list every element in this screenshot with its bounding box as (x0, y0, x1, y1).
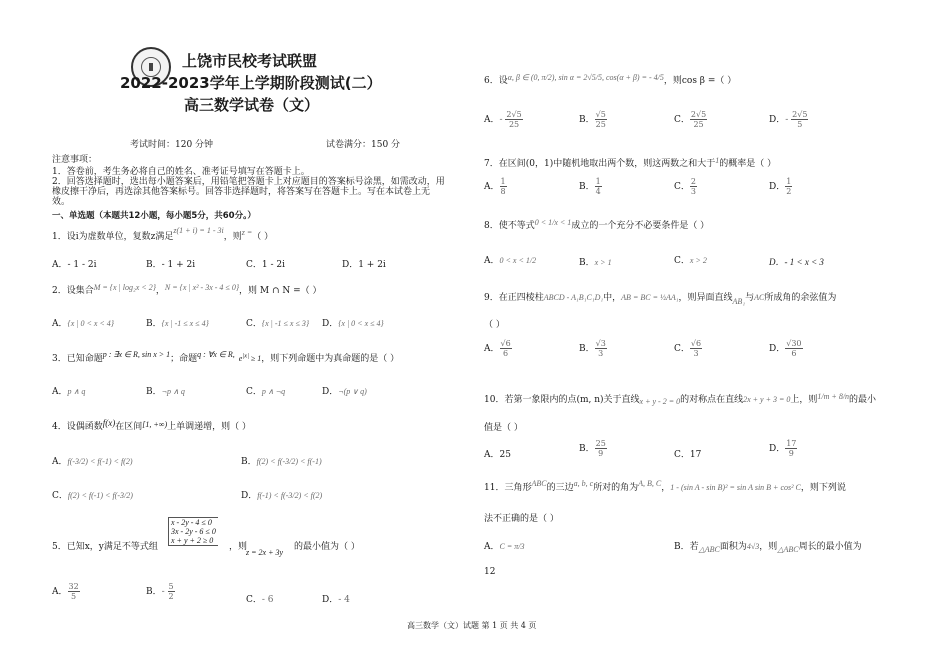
q4-option-b: B．f(2) < f(-3/2) < f(-1) (241, 457, 322, 467)
title-term: 2022-2023学年上学期阶段测试(二） (120, 74, 382, 92)
q11-option-b-text-e: ，则 (759, 542, 778, 552)
q8-inequality: 0 < 1/x < 1 (534, 218, 572, 227)
q8-text-a: 8．使不等式 (484, 221, 535, 231)
q9-text-b: 中， (603, 293, 622, 303)
q3-option-b-value: ¬p ∧ q (161, 387, 185, 396)
q1-stem (52, 226, 274, 242)
q11-option-b-text-g: 周长的最小值为 (798, 542, 862, 552)
q7-option-a: A． $\frac{1}{8}$ (484, 177, 506, 196)
q11-equation: 1 - (sin A - sin B)² = sin A sin B + cos² C (670, 483, 801, 492)
q4-function: f(x) (102, 418, 116, 428)
q4-option-c-value: f(2) < f(-1) < f(-3/2) (67, 491, 133, 500)
q3-text-b: ；命题 (170, 354, 198, 364)
q9-option-b: B． $\frac{√3}{3}$ (579, 339, 606, 358)
q10-text-e: 值是（ ） (484, 423, 523, 433)
note-2-line3: 效。 (52, 197, 71, 207)
q3-exp (239, 354, 262, 363)
q4-option-d-value: f(-1) < f(-3/2) < f(2) (257, 491, 323, 500)
q10-text-c: 上，则 (790, 395, 818, 405)
q6-option-d-num: 2√5 (792, 110, 808, 119)
q8-option-a: A．0 < x < 1/2 (484, 256, 537, 266)
q9-text-c: ，则异面直线 (678, 293, 733, 303)
q1-option-d: D．1 + 2i (342, 260, 386, 270)
q10-stem (484, 392, 876, 405)
q6-option-d-den: 5 (797, 120, 803, 129)
q11-option-b-value: 12 (484, 567, 496, 577)
q6-stem (484, 73, 736, 86)
q2-set-n: N = {x | x² - 3x - 4 ≤ 0} (164, 283, 240, 292)
q11-text-e: ，则下列说 (800, 483, 846, 493)
q11-text-f: 法不正确的是（ ） (484, 514, 559, 524)
q3-option-d: D．¬(p ∨ q) (322, 387, 367, 397)
q2-option-d: D．{x | 0 < x ≤ 4} (322, 319, 384, 329)
q6-text-a: 6．设 (484, 76, 508, 86)
q9-option-c-den: 3 (693, 349, 699, 358)
q9-text-d: 与 (745, 293, 755, 303)
q7-option-c-den: 3 (690, 187, 696, 196)
q3-option-d-value: ¬(p ∨ q) (338, 387, 367, 396)
q4-text-b: 在区间 (115, 422, 143, 432)
q11-text-b: 的三边 (546, 483, 574, 493)
q3-exp-ge: ≥ 1 (248, 354, 262, 363)
q1-option-b: B．- 1 + 2i (146, 260, 196, 270)
q10-option-b-num: 25 (595, 439, 606, 448)
q6-option-d: D．- $\frac{2√5}{5}$ (769, 110, 808, 129)
q2-text-b: ，则 M ∩ N =（ ） (239, 286, 322, 296)
q4-text-a: 4．设偶函数 (52, 422, 103, 432)
q7-option-b: B． $\frac{1}{4}$ (579, 177, 601, 196)
q7-option-b-num: 1 (595, 177, 601, 186)
q2-option-b-value: {x | -1 ≤ x ≤ 4} (161, 319, 209, 328)
q9-text-e: 所成角的余弦值为 (764, 293, 837, 303)
q8-text-b: 成立的一个充分不必要条件是（ ） (571, 221, 710, 231)
q6-option-b-num: √5 (595, 110, 606, 119)
q11-text-d: ， (661, 483, 671, 493)
q10-expression: 1/m + 8/n (817, 392, 850, 401)
q10-option-b-den: 9 (598, 449, 604, 458)
q4-stem (52, 419, 251, 432)
q5-option-b-den: 2 (168, 592, 174, 601)
q10-text-a: 10．若第一象限内的点(m, n)关于直线 (484, 395, 640, 405)
q9-option-d: D． $\frac{√30}{6}$ (769, 339, 802, 358)
q6-option-b-den: 25 (595, 120, 606, 129)
q9-option-a-den: 6 (503, 349, 509, 358)
q5-option-c: C．- 6 (246, 595, 274, 605)
q5-option-a-den: 5 (71, 592, 77, 601)
q4-option-d: D．f(-1) < f(-3/2) < f(2) (241, 491, 323, 501)
q8-stem (484, 218, 709, 231)
q2-option-d-value: {x | 0 < x ≤ 4} (338, 319, 384, 328)
q8-option-a-value: 0 < x < 1/2 (499, 256, 537, 265)
q11-angles: A, B, C (638, 479, 662, 488)
q9-option-c: C． $\frac{√6}{3}$ (674, 339, 702, 358)
q5-option-b: B．- $\frac{5}{2}$ (146, 582, 174, 601)
full-score: 试卷满分：150 分 (326, 140, 401, 150)
q2-option-c: C．{x | -1 ≤ x ≤ 3} (246, 319, 310, 329)
q5-constraint-3: x + y + 2 ≥ 0 (171, 536, 214, 545)
q10-text-d: 的最小 (849, 395, 877, 405)
q11-text-a: 11．三角形 (484, 483, 532, 493)
q1-paren: （ ） (252, 232, 274, 242)
section-1-heading: 一、单选题（本题共12小题，每小题5分，共60分。） (52, 211, 256, 221)
q11-option-b-area: 4√3 (746, 542, 760, 551)
q9-option-d-num: √30 (786, 339, 802, 348)
q5-option-d-value: - 4 (338, 595, 350, 605)
q6-option-a: A．- $\frac{2√5}{25}$ (484, 110, 522, 129)
q2-set-m: M = {x | log₂x < 2} (93, 283, 156, 292)
note-2-line1: 2．回答选择题时，选出每小题答案后，用铅笔把答题卡上对应题目的答案标号涂黑，如需改动，用 (52, 177, 445, 187)
q10-option-a: A．25 (484, 450, 511, 460)
q5-constraint-1: x - 2y - 4 ≤ 0 (171, 518, 212, 527)
note-1: 1．答卷前，考生务必将自己的姓名、准考证号填写在答题卡上。 (52, 167, 310, 177)
note-2-line2: 橡皮擦干净后，再选涂其他答案标号。回答非选择题时，将答案写在答题卡上。写在本试卷上无 (52, 187, 431, 197)
q11-option-b-triangle-1: △ABC (698, 545, 720, 554)
q7-text-b: 的概率是（ ） (719, 159, 777, 169)
q11-option-b (674, 539, 862, 552)
q9-condition: AB = BC = ½AA₁ (621, 293, 679, 302)
q7-text-a: 7．在区间(0，1)中随机地取出两个数，则这两数之和大于 (484, 159, 716, 169)
q4-option-c: C．f(2) < f(-1) < f(-3/2) (52, 491, 133, 501)
q3-text-a: 3．已知命题 (52, 354, 103, 364)
q5-objective: z = 2x + 3y (246, 548, 284, 557)
q9-option-b-den: 3 (598, 349, 604, 358)
q7-option-d-den: 2 (786, 187, 792, 196)
q4-option-a-value: f(-3/2) < f(-1) < f(2) (67, 457, 133, 466)
q1-option-a: A．- 1 - 2i (52, 260, 97, 270)
q1-z: z = (241, 228, 253, 237)
q1-condition: z(1 + i) = 1 - 3i (173, 226, 224, 235)
q9-line-2: AC (754, 293, 765, 302)
q3-prop-q: q : ∀x ∈ R, (197, 350, 235, 359)
q6-option-a-num: 2√5 (506, 110, 522, 119)
q7-option-c: C． $\frac{2}{3}$ (674, 177, 696, 196)
title-union: 上饶市民校考试联盟 (182, 52, 318, 70)
q3-prop-p: p : ∃x ∈ R, sin x > 1 (102, 350, 171, 359)
q9-option-d-den: 6 (791, 349, 797, 358)
q11-text-c: 所对的角为 (593, 483, 639, 493)
q8-option-d: D．- 1 < x < 3 (769, 257, 824, 267)
q9-option-a-num: √6 (500, 339, 511, 348)
q9-option-a: A． $\frac{√6}{6}$ (484, 339, 511, 358)
page-footer: 高三数学（文）试题 第 1 页 共 4 页 (407, 621, 537, 630)
q10-option-d-den: 9 (788, 449, 794, 458)
q9-line-1: AB₁ (732, 297, 746, 306)
q9-option-b-num: √3 (595, 339, 606, 348)
q8-option-c-value: x > 2 (689, 256, 707, 265)
q4-option-a: A．f(-3/2) < f(-1) < f(2) (52, 457, 133, 467)
q3-option-c-value: p ∧ ¬q (261, 387, 286, 396)
q6-option-c: C． $\frac{2√5}{25}$ (674, 110, 707, 129)
q3-stem (52, 351, 399, 364)
q10-text-b: 的对称点在直线 (680, 395, 744, 405)
q11-sides: a, b, c (573, 479, 594, 488)
q1-text-a: 1．设i为虚数单位，复数z满足 (52, 232, 174, 242)
q10-option-d: D． $\frac{17}{9}$ (769, 439, 797, 458)
q5-option-d: D．- 4 (322, 595, 350, 605)
q6-option-b: B． $\frac{√5}{25}$ (579, 110, 606, 129)
q2-option-a-value: {x | 0 < x < 4} (67, 319, 114, 328)
q9-option-c-num: √6 (690, 339, 702, 348)
q11-option-a-value: C = π/3 (499, 542, 525, 551)
q10-line-1: x + y - 2 = 0 (639, 397, 681, 406)
q4-interval: [1, +∞) (142, 420, 168, 429)
q2-stem: 2．设集合M = {x | log₂x < 2}，N = {x | x² - 3x - 4 ≤ 0}，则 M ∩ N =（ ） (52, 283, 322, 296)
q4-option-b-value: f(2) < f(-3/2) < f(-1) (256, 457, 322, 466)
q2-text-a: 2．设集合 (52, 286, 94, 296)
q10-option-b: B． $\frac{25}{9}$ (579, 439, 606, 458)
q7-option-a-den: 8 (500, 187, 506, 196)
q3-option-c: C．p ∧ ¬q (246, 387, 286, 397)
q7-option-a-num: 1 (500, 177, 506, 186)
q2-option-a: A．{x | 0 < x < 4} (52, 319, 114, 329)
q5-text-c: 的最小值为（ ） (294, 542, 360, 552)
q2-option-b: B．{x | -1 ≤ x ≤ 4} (146, 319, 209, 329)
q5-system (168, 517, 218, 546)
q11-triangle: ABC (531, 479, 547, 488)
q3-exp-base: e (238, 354, 243, 363)
q5-text-b: ，则 (229, 542, 248, 552)
q7-stem (484, 156, 776, 169)
q11-option-b-text-c: 面积为 (719, 542, 747, 552)
q1-option-c: C．1 - 2i (246, 260, 285, 270)
q6-option-c-num: 2√5 (690, 110, 707, 119)
q5-option-a: A． $\frac{32}{5}$ (52, 582, 79, 601)
q5-constraint-2: 3x - 2y - 6 ≤ 0 (171, 527, 216, 536)
q5-option-c-value: - 6 (261, 595, 274, 605)
q3-option-a: A．p ∧ q (52, 387, 86, 397)
q6-option-c-den: 25 (693, 120, 704, 129)
q3-exp-power: |x| (242, 352, 249, 360)
q6-condition: α, β ∈ (0, π/2), sin α = 2√5/5, cos(α + β) = - 4/5 (507, 73, 664, 82)
q6-text-b: ，则cos β =（ ） (663, 76, 737, 86)
q9-stem (484, 290, 837, 306)
q8-option-b: B．x > 1 (579, 258, 612, 268)
q5-option-b-num: 5 (168, 582, 174, 591)
q11-option-b-text-a: B．若 (674, 542, 699, 552)
q7-one: 1 (715, 156, 720, 165)
q4-text-c: 上单调递增，则（ ） (167, 422, 252, 432)
q7-option-d-num: 1 (786, 177, 792, 186)
q3-option-a-value: p ∧ q (67, 387, 86, 396)
q8-option-c: C．x > 2 (674, 256, 707, 266)
q11-option-a: A．C = π/3 (484, 542, 525, 552)
q3-option-b: B．¬p ∧ q (146, 387, 185, 397)
title-subject: 高三数学试卷（文） (184, 96, 320, 114)
q2-option-c-value: {x | -1 ≤ x ≤ 3} (261, 319, 310, 328)
q10-option-c: C．17 (674, 450, 702, 460)
q6-option-a-den: 25 (508, 120, 520, 129)
q7-option-d: D． $\frac{1}{2}$ (769, 177, 792, 196)
q9-prism: ABCD - A₁B₁C₁D₁ (543, 293, 604, 302)
q1-text-b: ，则 (223, 232, 242, 242)
q11-option-b-triangle-2: △ABC (777, 545, 799, 554)
q7-option-b-den: 4 (595, 187, 601, 196)
q5-option-a-num: 32 (68, 582, 79, 591)
exam-time: 考试时间：120 分钟 (130, 140, 214, 150)
q3-text-c: ，则下列命题中为真命题的是（ ） (261, 354, 400, 364)
q7-option-c-num: 2 (690, 177, 696, 186)
q10-line-2: 2x + y + 3 = 0 (743, 395, 791, 404)
q11-stem (484, 480, 846, 493)
q9-text-a: 9．在正四棱柱 (484, 293, 544, 303)
q10-option-d-num: 17 (786, 439, 797, 448)
q8-option-b-value: x > 1 (594, 258, 612, 267)
q5-system-brace (168, 517, 218, 546)
q9-paren: （ ） (484, 320, 505, 330)
q5-text-a: 5．已知x，y满足不等式组 (52, 542, 158, 552)
notes-heading: 注意事项： (52, 155, 98, 165)
